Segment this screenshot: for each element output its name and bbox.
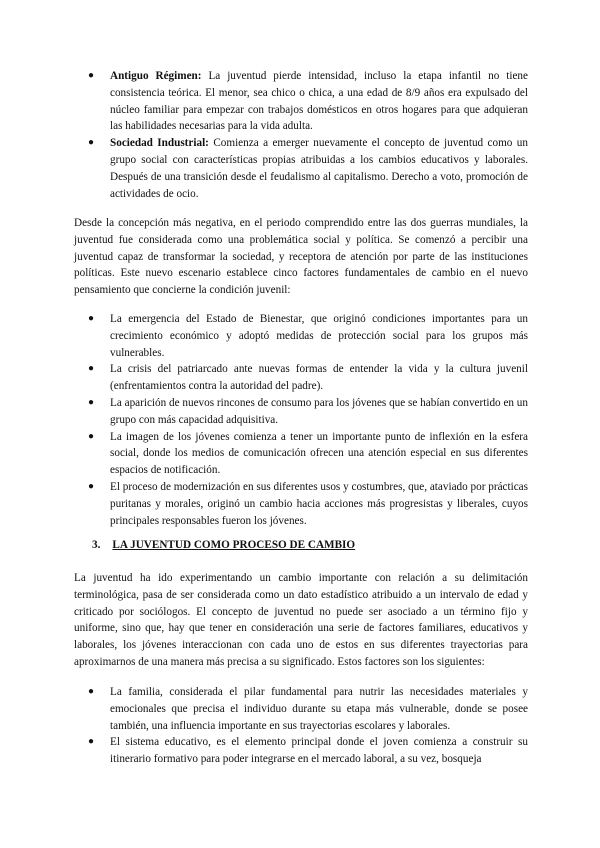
list-item: ● Sociedad Industrial: Comienza a emerger nuevamente el concepto de juventud como un grupo social con características propias atribuidas a los cambios educativos y laborales. Después de una transición desde el feudalismo al capitalismo. Derecho a voto, promoción de actividades de ocio. [88, 137, 528, 200]
list-item: ● La familia, considerada el pilar fundamental para nutrir las necesidades materiales y emocionales que precisa el individuo durante su etapa más vulnerable, donde se posee también, una influencia importante en sus trayectorias escolares y laborales. [88, 686, 528, 732]
bullet-icon: ● [88, 70, 95, 81]
bullet-icon: ● [88, 736, 95, 748]
change-factors-list [74, 311, 528, 529]
section-title: LA JUVENTUD COMO PROCESO DE CAMBIO [112, 539, 356, 551]
bullet-icon: ● [88, 480, 95, 492]
bullet-icon: ● [88, 396, 95, 408]
paragraph-war-period: Desde la concepción más negativa, en el periodo comprendido entre las dos guerras mundiales, la juventud fue considerada como una problemática social y política. Se comenzó a percibir una juventud capaz de transformar la sociedad, y receptora de atención por parte de las instituciones políticas. Este nuevo escenario establece cinco factores fundamentales de cambio en el nuevo pensamiento que concierne la condición juvenil: [74, 217, 528, 297]
list-item: ● El proceso de modernización en sus diferentes usos y costumbres, que, ataviado por prácticas puritanas y morales, originó un cambio hacia acciones más progresistas y liberales, cuyos principales responsables fueron los jóvenes. [88, 480, 528, 527]
bullet-icon: ● [88, 313, 95, 324]
list-item: ● La imagen de los jóvenes comienza a tener un importante punto de inflexión en la esfera social, donde los medios de comunicación ofrecen una atención especial en sus diferentes espacios de notificación. [88, 430, 528, 477]
bullet-icon: ● [88, 137, 95, 149]
section-heading [92, 537, 355, 554]
bullet-icon: ● [88, 430, 95, 442]
section-number: 3. [92, 539, 101, 551]
youth-factors-list [74, 684, 528, 768]
historical-periods-list [74, 68, 528, 202]
list-item: ● La emergencia del Estado de Bienestar, que originó condiciones importantes para un crecimiento económico y adoptó medidas de protección social para los grupos más vulnerables. [88, 313, 528, 359]
list-item: ● La aparición de nuevos rincones de consumo para los jóvenes que se habían convertido en un grupo con más capacidad adquisitiva. [88, 396, 528, 426]
list-item: ● La crisis del patriarcado ante nuevas formas de entender la vida y la cultura juvenil (enfrentamientos contra la autoridad del padre). [88, 363, 528, 393]
bullet-icon: ● [88, 686, 95, 697]
list-item: ● Antiguo Régimen: La juventud pierde intensidad, incluso la etapa infantil no tiene consistencia teórica. El menor, sea chico o chica, a una edad de 8/9 años era expulsado del núcleo familiar para empezar con trabajos domésticos en otros hogares para que adquieran las habilidades necesarias para la vida adulta. [88, 70, 528, 133]
paragraph-youth-concept: La juventud ha ido experimentando un cambio importante con relación a su delimitación terminológica, pasa de ser considerada como un dato estadístico atribuido a un intervalo de edad y criticado por sociólogos. El concepto de juventud no puede ser asociado a un término fijo y uniforme, sino que, hay que tener en consideración una serie de factores familiares, educativos y laborales, los jóvenes interaccionan con cada uno de estos en sus diferentes trayectorias para aproximarnos de una manera más precisa a su significado. Estos factores son los siguientes: [74, 572, 528, 668]
bullet-icon: ● [88, 363, 95, 375]
list-item: ● El sistema educativo, es el elemento principal donde el joven comienza a construir su itinerario formativo para poder integrarse en el mercado laboral, a su vez, bosqueja [88, 736, 528, 766]
